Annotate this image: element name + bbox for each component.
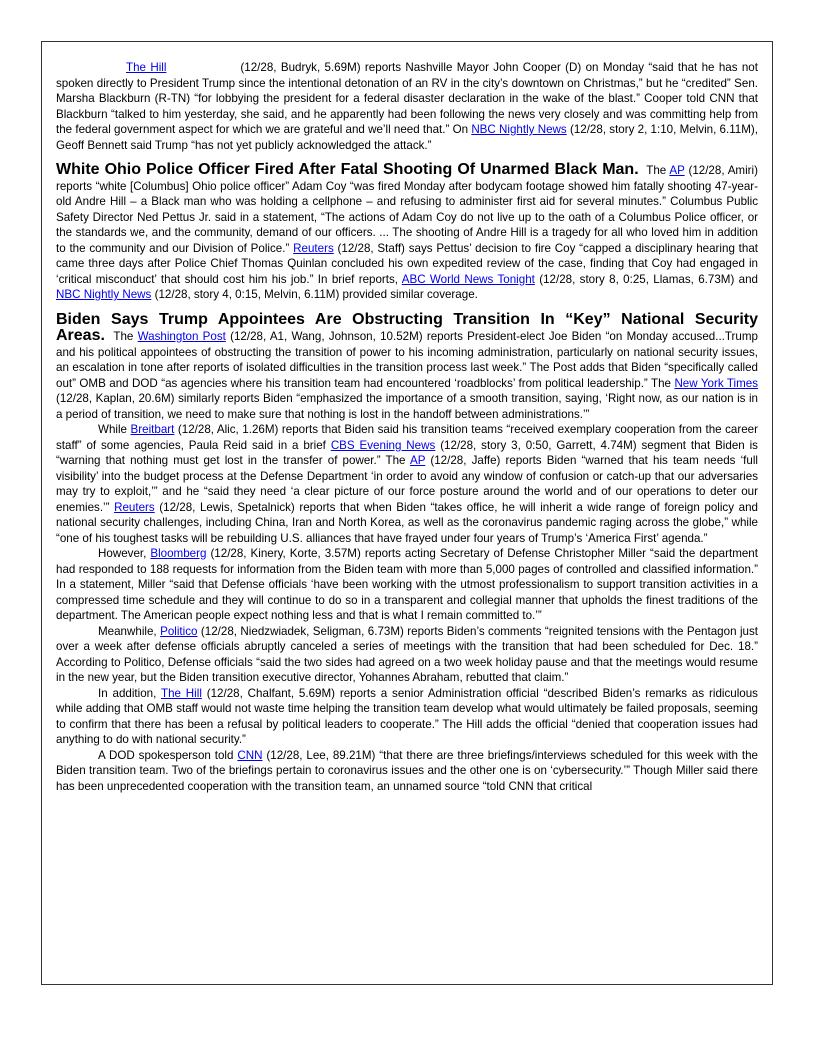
text: (12/28, Niedzwiadek, Seligman, 6.73M) reports Biden’s comments “reignited tensions with the Pentagon just over a week after defense officials abruptly canceled a series of meetings with the transition that had been scheduled for Dec. 18.” According to Politico, Defense officials “said the two sides had agreed on a two week holiday pause and that the meetings would resume in the new year, but the Biden transition executive director, Yohannes Abraham, rebutted that claim.”: [56, 624, 758, 684]
text: (12/28, Jaffe) reports Biden “warned that his team needs ‘full visibility’ into the budget process at the Defense Department ‘in order to avoid any window of confusion or catch-up that our adversaries may try to exploit,’” and he “said they need ‘a clear picture of our force posture around the world and of our operations to deter our enemies.’”: [56, 454, 758, 514]
text: (12/28, story 4, 0:15, Melvin, 6.11M) provided similar coverage.: [154, 288, 478, 301]
source-link-cnn[interactable]: CNN: [237, 748, 263, 762]
source-link-the-hill[interactable]: The Hill: [160, 686, 202, 700]
source-link-new-york-times[interactable]: New York Times: [674, 376, 758, 390]
text: The: [646, 164, 667, 177]
paragraph-bloomberg: [56, 546, 758, 624]
paragraph-nashville: [56, 60, 758, 153]
article-body: [56, 60, 758, 794]
text: (12/28, Chalfant, 5.69M) reports a senior Administration official “described Biden’s remarks as ridiculous while adding that OMB staff would not waste time helping the transition team develop what would ultimately be failed proposals, seeming to confirm that there has been a refusal by political leaders to cooperate.” The Hill adds the official “denied that cooperation issues had anything to do with national security.”: [56, 686, 758, 746]
source-link-reuters[interactable]: Reuters: [114, 500, 155, 514]
paragraph-ohio-police: [56, 162, 758, 303]
source-link-nbc-nightly-news[interactable]: NBC Nightly News: [56, 288, 152, 301]
source-link-abc-world-news-tonight[interactable]: ABC World News Tonight: [401, 272, 535, 286]
paragraph-breitbart: [56, 422, 758, 546]
text: Meanwhile,: [98, 624, 157, 638]
source-link-the-hill[interactable]: The Hill: [126, 61, 167, 74]
text: (12/28, Kaplan, 20.6M) similarly reports Biden “emphasized the importance of a smooth transition, saying, ‘Right now, as our nation is in a period of transition, we need to make sure that nothing is lost in the handoff between administrations.’”: [56, 392, 758, 421]
headline-biden-transition: Biden Says Trump Appointees Are Obstructing Transition In “Key” National Security Areas.: [56, 310, 758, 344]
source-link-politico[interactable]: Politico: [160, 624, 198, 638]
source-link-cbs-evening-news[interactable]: CBS Evening News: [330, 438, 436, 452]
text: (12/28, Lee, 89.21M) “that there are three briefings/interviews scheduled for this week with the Biden transition team. Two of the briefings pertain to coronavirus issues and the other one is on ‘cybersecurity.’” Though Miller said there has been unprecedented cooperation with the transition team, an unnamed source “told CNN that critical: [56, 748, 758, 793]
source-link-breitbart[interactable]: Breitbart: [130, 423, 175, 436]
paragraph-biden-transition: [56, 312, 758, 423]
text: (12/28, Kinery, Korte, 3.57M) reports acting Secretary of Defense Christopher Miller “said the department had responded to 188 requests for information from the Biden team with more than 5,000 pages of controlled and classified information.” In a statement, Miller “said that Defense officials ‘have been working with the utmost professionalism to support transition activities in a compressed time schedule and they will continue to do so in a transparent and collegial manner that upholds the finest traditions of the department. The American people expect nothing less and that is what I remain committed to.’”: [56, 547, 758, 622]
text: The: [113, 330, 134, 343]
paragraph-the-hill: [56, 686, 758, 748]
text: However,: [98, 547, 147, 560]
source-link-reuters[interactable]: Reuters: [293, 241, 334, 255]
source-link-nbc-nightly-news[interactable]: NBC Nightly News: [471, 123, 567, 136]
source-link-ap[interactable]: AP: [409, 454, 426, 467]
text: (12/28, Staff) says Pettus’ decision to fire Coy “capped a disciplinary hearing that came three days after Police Chief Thomas Quinlan concluded his own expedited review of the case, finding that Coy had engaged in ‘critical misconduct’ that should cost him his job.” In brief reports,: [56, 241, 759, 286]
text: (12/28, Lewis, Spetalnick) reports that when Biden “takes office, he will inherit a wide range of foreign policy and national security challenges, including China, Iran and North Korea, as well as the coronavirus pandemic raging across the globe,” while “one of his toughest tasks will be rebuilding U.S. alliances that have frayed under four years of Trump’s ‘America First’ agenda.”: [56, 500, 758, 545]
source-link-washington-post[interactable]: Washington Post: [137, 330, 226, 343]
text: In addition,: [98, 686, 157, 700]
text: A DOD spokesperson told: [98, 748, 234, 762]
paragraph-cnn: [56, 748, 758, 795]
headline-ohio-police: White Ohio Police Officer Fired After Fatal Shooting Of Unarmed Black Man.: [56, 161, 639, 178]
text: (12/28, Amiri) reports “white [Columbus] Ohio police officer” Adam Coy “was fired Monday after bodycam footage showed him fatally shooting 47-year-old Andre Hill – a Black man who was holding a cellphone – and refusing to administer first aid for several minutes.” Columbus Public Safety Director Ned Pettus Jr. said in a statement, “The actions of Adam Coy do not live up to the oath of a Columbus Police officer, or the standards we, and the community, demand of our officers. ... The shooting of Andre Hill is a tragedy for all who loved him in addition to the community and our Division of Police.”: [56, 164, 758, 255]
text: (12/28, story 3, 0:50, Garrett, 4.74M) segment that Biden is “warning that nothing must get lost in the transfer of power.” The: [56, 438, 758, 467]
text: (12/28, Alic, 1.26M) reports that Biden said his transition teams “received exemplary cooperation from the career staff” of some agencies, Paula Reid said in a brief: [56, 423, 758, 452]
source-link-bloomberg[interactable]: Bloomberg: [150, 547, 207, 560]
text: (12/28, Budryk, 5.69M) reports Nashville Mayor John Cooper (D) on Monday “said that he has not spoken directly to President Trump since the intentional detonation of an RV in the city’s downtown on Christmas,” but he “credited” Sen. Marsha Blackburn (R-TN) “for lobbying the president for a federal disaster declaration in the wake of the blast.” Cooper told CNN that Blackburn “talked to him yesterday, she said, and he apparently had been following the news very closely and was committing help from the federal government aspect for which we are grateful and we’ll need that.” On: [56, 61, 758, 136]
text: (12/28, story 8, 0:25, Llamas, 6.73M) and: [539, 272, 758, 286]
text: While: [98, 423, 127, 436]
text: (12/28, A1, Wang, Johnson, 10.52M) reports President-elect Joe Biden “on Monday accused...Trump and his political appointees of obstructing the transition of power to his incoming administration, particularly on national security issues, an escalation in tone after reports of isolated difficulties in the transition process last week.” The Post adds that Biden “specifically called out” OMB and DOD “as agencies where his transition team had encountered ‘roadblocks’ from political leadership.” The: [56, 330, 758, 390]
source-link-ap[interactable]: AP: [669, 164, 685, 177]
paragraph-politico: [56, 624, 758, 686]
text: (12/28, story 2, 1:10, Melvin, 6.11M), Geoff Bennett said Trump “has not yet publicly acknowledged the attack.”: [56, 123, 758, 152]
